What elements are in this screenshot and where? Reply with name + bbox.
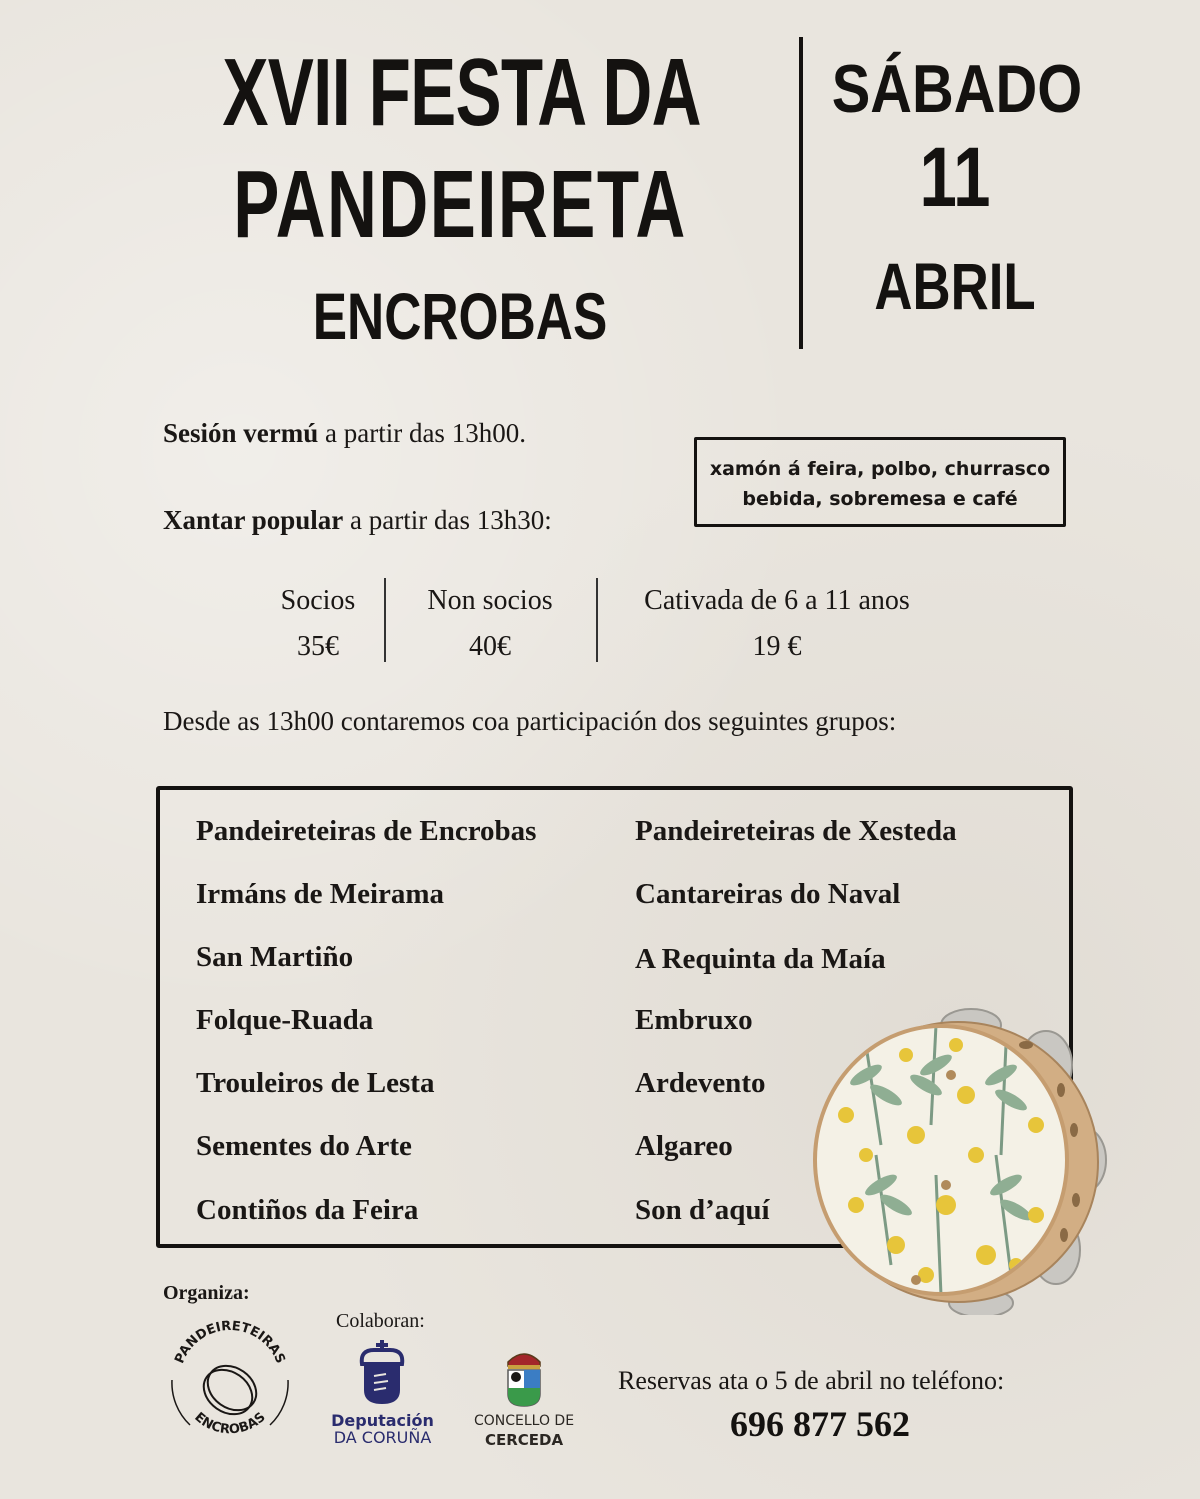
price-label: Socios: [280, 585, 356, 616]
deputacion-sub: DA CORUÑA: [333, 1427, 432, 1447]
menu-line2: bebida, sobremesa e café: [742, 488, 1018, 510]
group-item: Cantareiras do Naval: [635, 878, 901, 910]
tambourine-illustration: [806, 1005, 1111, 1315]
svg-text:ENCROBAS: ENCROBAS: [191, 1409, 269, 1438]
group-item: Son d’aquí: [635, 1194, 770, 1226]
reservation-phone: 696 877 562: [730, 1404, 910, 1444]
header-divider: [799, 37, 803, 349]
group-item: Pandeireteiras de Encrobas: [196, 815, 537, 847]
event-location: ENCROBAS: [312, 279, 608, 353]
price-value: 35€: [297, 631, 339, 662]
price-label: Cativada de 6 a 11 anos: [644, 585, 910, 616]
price-divider: [596, 578, 598, 662]
reservas-text: Reservas ata o 5 de abril no teléfono:: [618, 1366, 1005, 1395]
cerceda-crest-icon: [468, 1346, 580, 1408]
xantar-label: Xantar popular: [163, 505, 344, 535]
menu-box: [694, 437, 1066, 527]
deputacion-crest-icon: [330, 1338, 435, 1408]
xantar-popular: [163, 505, 552, 536]
price-label: Non socios: [427, 585, 553, 616]
group-item: Pandeireteiras de Xesteda: [635, 815, 957, 847]
vermu-session: [163, 418, 526, 449]
concello-name: CERCEDA: [484, 1430, 564, 1449]
group-item: Trouleiros de Lesta: [196, 1067, 435, 1099]
event-title-line1: XVII FESTA DA: [222, 39, 701, 146]
deputacion-coruna-logo: [330, 1338, 435, 1447]
svg-text:PANDEIRETEIRAS: PANDEIRETEIRAS: [172, 1318, 288, 1366]
concello-cerceda-logo: [468, 1346, 580, 1449]
concello-label: CONCELLO DE: [473, 1413, 575, 1429]
group-item: A Requinta da Maía: [635, 943, 886, 975]
group-item: Contiños da Feira: [196, 1194, 419, 1226]
pandeireteiras-encrobas-logo: [160, 1310, 300, 1450]
group-item: Ardevento: [635, 1067, 766, 1099]
tambourine-icon: [806, 1005, 1111, 1315]
price-value: 40€: [469, 631, 511, 662]
groups-intro: Desde as 13h00 contaremos coa participación dos seguintes grupos:: [163, 706, 897, 736]
price-value: 19 €: [752, 631, 802, 662]
event-day-name: SÁBADO: [831, 51, 1083, 127]
organiza-label: Organiza:: [163, 1282, 250, 1304]
colaboran-label: Colaboran:: [336, 1310, 425, 1332]
group-item: Irmáns de Meirama: [196, 878, 445, 910]
group-item: Sementes do Arte: [196, 1130, 412, 1162]
price-socios: [262, 578, 374, 670]
menu-line1: xamón á feira, polbo, churrasco: [709, 458, 1051, 480]
price-non-socios: [400, 578, 580, 670]
event-month: ABRIL: [874, 249, 1036, 323]
deputacion-name: Deputación: [331, 1411, 434, 1430]
group-item: Folque-Ruada: [196, 1004, 374, 1036]
price-cativada: [612, 578, 942, 670]
tambourine-logo-icon: [160, 1310, 300, 1450]
vermu-label: Sesión vermú: [163, 418, 319, 448]
price-divider: [384, 578, 386, 662]
event-title-line2: PANDEIRETA: [233, 151, 687, 258]
group-item: Algareo: [635, 1130, 733, 1162]
group-item: Embruxo: [635, 1004, 753, 1036]
xantar-time: a partir das 13h30:: [343, 505, 552, 535]
group-item: San Martiño: [196, 941, 354, 973]
vermu-time: a partir das 13h00.: [318, 418, 526, 448]
event-day-number: 11: [919, 130, 991, 224]
